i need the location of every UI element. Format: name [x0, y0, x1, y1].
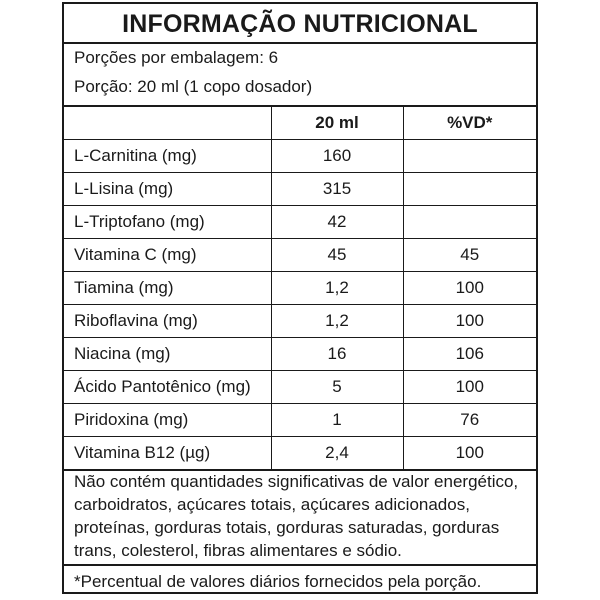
nutrient-name: L-Lisina (mg) [64, 173, 271, 206]
nutrient-name: Piridoxina (mg) [64, 404, 271, 437]
nutrient-daily-value: 100 [403, 437, 536, 471]
table-row [64, 239, 536, 272]
table-header-row [64, 107, 536, 140]
footnote-divider [64, 564, 536, 566]
nutrition-note: Não contém quantidades significativas de valor energético, carboidratos, açúcares totais, açúcares adicionados, proteínas, gorduras totais, gorduras saturadas, gorduras trans, colesterol, fibras alimentares e sódio. [74, 472, 519, 560]
table-row [64, 404, 536, 437]
nutrient-name: Niacina (mg) [64, 338, 271, 371]
nutrition-table [64, 107, 536, 471]
table-row [64, 272, 536, 305]
header-amount: 20 ml [271, 107, 403, 140]
nutrient-name: L-Carnitina (mg) [64, 140, 271, 173]
table-row [64, 206, 536, 239]
header-nutrient [64, 107, 271, 140]
nutrient-daily-value: 100 [403, 272, 536, 305]
nutrient-daily-value: 100 [403, 371, 536, 404]
nutrient-daily-value [403, 140, 536, 173]
nutrient-daily-value [403, 206, 536, 239]
nutrient-amount: 1,2 [271, 305, 403, 338]
nutrient-name: Vitamina B12 (µg) [64, 437, 271, 471]
nutrient-amount: 16 [271, 338, 403, 371]
serving-info [64, 44, 536, 107]
nutrient-daily-value: 45 [403, 239, 536, 272]
serving-size: Porção: 20 ml (1 copo dosador) [74, 77, 313, 96]
daily-value-footnote: *Percentual de valores diários fornecidos pela porção. [74, 572, 482, 591]
nutrition-facts-panel [62, 2, 538, 594]
table-row [64, 305, 536, 338]
nutrient-amount: 160 [271, 140, 403, 173]
nutrient-amount: 1,2 [271, 272, 403, 305]
table-row [64, 371, 536, 404]
table-row [64, 173, 536, 206]
nutrient-amount: 45 [271, 239, 403, 272]
nutrient-amount: 315 [271, 173, 403, 206]
nutrient-daily-value [403, 173, 536, 206]
nutrient-amount: 5 [271, 371, 403, 404]
nutrient-name: Ácido Pantotênico (mg) [64, 371, 271, 404]
panel-title: INFORMAÇÃO NUTRICIONAL [64, 4, 536, 44]
table-row [64, 437, 536, 471]
header-daily-value: %VD* [403, 107, 536, 140]
table-row [64, 338, 536, 371]
nutrient-name: Vitamina C (mg) [64, 239, 271, 272]
table-row [64, 140, 536, 173]
nutrient-name: Riboflavina (mg) [64, 305, 271, 338]
nutrient-daily-value: 106 [403, 338, 536, 371]
nutrient-name: Tiamina (mg) [64, 272, 271, 305]
nutrient-daily-value: 100 [403, 305, 536, 338]
nutrient-daily-value: 76 [403, 404, 536, 437]
nutrient-amount: 42 [271, 206, 403, 239]
nutrient-name: L-Triptofano (mg) [64, 206, 271, 239]
servings-per-package: Porções por embalagem: 6 [74, 48, 279, 67]
nutrient-amount: 2,4 [271, 437, 403, 471]
nutrient-amount: 1 [271, 404, 403, 437]
